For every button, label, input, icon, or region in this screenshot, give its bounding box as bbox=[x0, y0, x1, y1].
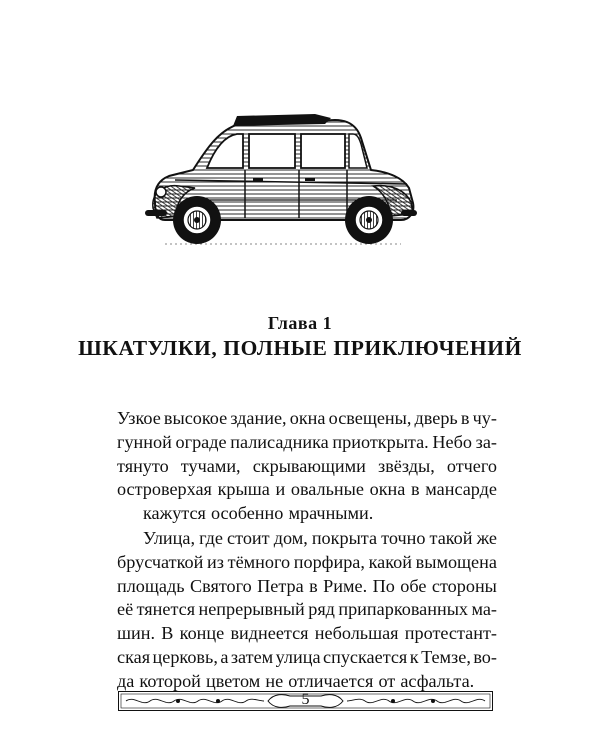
word: затем bbox=[230, 646, 274, 667]
page-footer bbox=[118, 690, 493, 712]
word: ская bbox=[117, 646, 151, 667]
text-line bbox=[117, 431, 497, 455]
word: порфира, bbox=[293, 551, 365, 572]
word: припаркованных bbox=[338, 599, 469, 620]
word: тянется bbox=[136, 599, 196, 620]
word: и bbox=[275, 479, 286, 500]
word: спускается bbox=[323, 646, 408, 667]
word: чу- bbox=[472, 408, 497, 428]
word: Святого bbox=[189, 575, 252, 596]
word: какой bbox=[368, 551, 412, 572]
word: которой bbox=[139, 670, 201, 691]
word: высокое bbox=[163, 408, 228, 428]
word: во- bbox=[473, 646, 497, 667]
word: обе bbox=[400, 575, 427, 596]
word: Риме. bbox=[323, 575, 368, 596]
word: тёмного bbox=[227, 551, 291, 572]
word: улица bbox=[275, 646, 321, 667]
word: вымощена bbox=[415, 551, 497, 572]
word: стороны bbox=[431, 575, 497, 596]
word: к bbox=[409, 646, 419, 667]
word: кажутся bbox=[143, 503, 206, 524]
word: мрачными. bbox=[288, 503, 374, 524]
word: Улица, bbox=[143, 528, 195, 548]
word: В bbox=[161, 623, 174, 644]
word: гунной bbox=[117, 431, 172, 452]
word: от bbox=[378, 670, 396, 691]
word: здание, bbox=[230, 408, 287, 428]
word: такой bbox=[429, 528, 473, 548]
paragraph-1 bbox=[117, 407, 497, 526]
text-line bbox=[117, 575, 497, 599]
word: точно bbox=[381, 528, 426, 548]
word: дом, bbox=[273, 528, 308, 548]
word: виднеется bbox=[230, 623, 309, 644]
word: площадь bbox=[117, 575, 185, 596]
word: стоит bbox=[227, 528, 270, 548]
chapter-title: ШКАТУЛКИ, ПОЛНЫЕ ПРИКЛЮЧЕНИЙ bbox=[78, 336, 522, 360]
word: не bbox=[265, 670, 284, 691]
word: крыша bbox=[217, 479, 270, 500]
word: конце bbox=[179, 623, 225, 644]
word: за- bbox=[475, 431, 497, 452]
word: отличается bbox=[288, 670, 374, 691]
word: в bbox=[411, 479, 420, 500]
word: ма- bbox=[471, 599, 497, 620]
word: ряд bbox=[308, 599, 335, 620]
text-line bbox=[117, 407, 497, 431]
word: в bbox=[460, 408, 470, 428]
word: непрерывный bbox=[198, 599, 305, 620]
word: дверь bbox=[414, 408, 458, 428]
text-line bbox=[117, 598, 497, 622]
word: Узкое bbox=[117, 408, 161, 428]
word: тучами, bbox=[180, 455, 241, 476]
word: где bbox=[199, 528, 223, 548]
word: окна bbox=[369, 479, 406, 500]
text-line bbox=[117, 455, 497, 479]
word: тянуто bbox=[117, 455, 169, 476]
word: овальные bbox=[290, 479, 364, 500]
word: брусчаткой bbox=[117, 551, 204, 572]
text-line bbox=[117, 502, 497, 526]
word: протестант- bbox=[404, 623, 497, 644]
word: Небо bbox=[432, 431, 472, 452]
london-taxi-illustration bbox=[135, 108, 425, 256]
word: из bbox=[207, 551, 224, 572]
word: асфальта. bbox=[400, 670, 475, 691]
word: покрыта bbox=[311, 528, 378, 548]
word: её bbox=[117, 599, 134, 620]
text-line bbox=[117, 551, 497, 575]
word: освещены, bbox=[328, 408, 412, 428]
word: Петра bbox=[257, 575, 304, 596]
page-number: 5 bbox=[301, 691, 310, 708]
word: палисадника bbox=[230, 431, 329, 452]
word: цветом bbox=[206, 670, 261, 691]
chapter-label: Глава 1 bbox=[267, 313, 333, 333]
word: окна bbox=[289, 408, 326, 428]
word: отчего bbox=[446, 455, 497, 476]
word: да bbox=[117, 670, 135, 691]
paragraph-2 bbox=[117, 527, 497, 694]
word: церковь, bbox=[152, 646, 218, 667]
word: По bbox=[372, 575, 395, 596]
word: скрывающими bbox=[252, 455, 366, 476]
word: ограде bbox=[175, 431, 227, 452]
text-line bbox=[117, 478, 497, 502]
word: мансарде bbox=[425, 479, 497, 500]
word: Темзе, bbox=[421, 646, 471, 667]
word: звёзды, bbox=[378, 455, 435, 476]
word: приоткрыта. bbox=[332, 431, 429, 452]
text-line bbox=[117, 646, 497, 670]
word: небольшая bbox=[314, 623, 399, 644]
text-line bbox=[117, 622, 497, 646]
word: же bbox=[476, 528, 497, 548]
word: шин. bbox=[117, 623, 156, 644]
word: островерхая bbox=[117, 479, 212, 500]
word: в bbox=[309, 575, 318, 596]
text-line bbox=[117, 527, 497, 551]
word: особенно bbox=[211, 503, 284, 524]
word: а bbox=[220, 646, 229, 667]
